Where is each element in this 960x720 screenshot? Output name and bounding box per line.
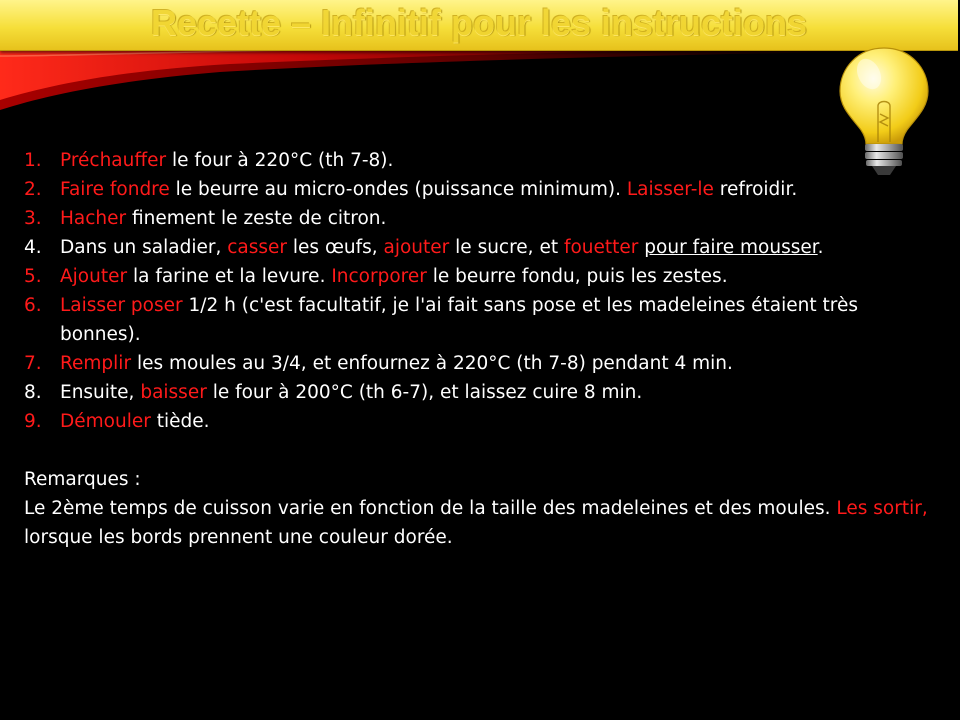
list-item <box>24 349 944 378</box>
step-text: le beurre fondu, puis les zestes. <box>426 266 728 287</box>
step-verb: Ajouter <box>60 266 128 287</box>
step-verb: Faire fondre <box>60 179 170 200</box>
remarks-section <box>24 465 944 552</box>
step-text: . <box>817 237 824 258</box>
step-verb: Laisser-le <box>626 179 714 200</box>
list-item <box>24 175 944 204</box>
step-verb: Préchauffer <box>60 150 167 171</box>
step-number: 4. <box>24 237 42 258</box>
step-number: 7. <box>24 353 42 374</box>
step-text: 1/2 h (c'est facultatif, je l'ai fait sans pose et les madeleines étaient très bonnes). <box>60 295 858 345</box>
list-item <box>24 204 944 233</box>
step-text: le four à 200°C (th 6-7), et laissez cuire 8 min. <box>206 382 643 403</box>
step-text: les œufs, <box>287 237 384 258</box>
list-item <box>24 146 944 175</box>
step-verb: fouetter <box>563 237 639 258</box>
step-number: 5. <box>24 266 42 287</box>
step-text: Dans un saladier, <box>60 237 228 258</box>
list-item <box>24 291 944 349</box>
step-text: finement le zeste de citron. <box>126 208 387 229</box>
recipe-content <box>24 146 944 552</box>
step-number: 6. <box>24 295 42 316</box>
underlined-phrase: pour faire mousser <box>644 237 818 258</box>
slide-title: Recette – Infinitif pour les instructions <box>150 2 808 43</box>
step-verb: ajouter <box>383 237 450 258</box>
step-verb: casser <box>227 237 288 258</box>
remarks-heading: Remarques : <box>24 469 141 490</box>
step-verb: Incorporer <box>331 266 427 287</box>
instruction-list <box>24 146 944 436</box>
step-text: la farine et la levure. <box>127 266 332 287</box>
step-text: tiède. <box>150 411 210 432</box>
step-verb: Hacher <box>60 208 127 229</box>
step-text: le sucre, et <box>449 237 564 258</box>
step-verb: Laisser poser <box>60 295 183 316</box>
step-verb: baisser <box>140 382 207 403</box>
remarks-text: Le 2ème temps de cuisson varie en fonction de la taille des madeleines et des moules. <box>24 498 837 519</box>
step-number: 2. <box>24 179 42 200</box>
step-number: 1. <box>24 150 42 171</box>
title-bar <box>0 0 958 51</box>
red-swoosh-decoration <box>0 46 960 136</box>
remarks-text: lorsque les bords prennent une couleur dorée. <box>24 527 453 548</box>
remarks-verb: Les sortir, <box>836 498 928 519</box>
step-verb: Démouler <box>60 411 151 432</box>
step-number: 9. <box>24 411 42 432</box>
step-number: 3. <box>24 208 42 229</box>
step-text: le four à 220°C (th 7-8). <box>166 150 394 171</box>
list-item <box>24 233 944 262</box>
step-number: 8. <box>24 382 42 403</box>
list-item <box>24 378 944 407</box>
remarks-body <box>24 494 944 552</box>
list-item <box>24 262 944 291</box>
list-item <box>24 407 944 436</box>
step-text: refroidir. <box>713 179 798 200</box>
step-verb: Remplir <box>60 353 132 374</box>
step-text: le beurre au micro-ondes (puissance minimum). <box>169 179 627 200</box>
step-text: les moules au 3/4, et enfournez à 220°C (th 7-8) pendant 4 min. <box>131 353 733 374</box>
step-text: Ensuite, <box>60 382 141 403</box>
